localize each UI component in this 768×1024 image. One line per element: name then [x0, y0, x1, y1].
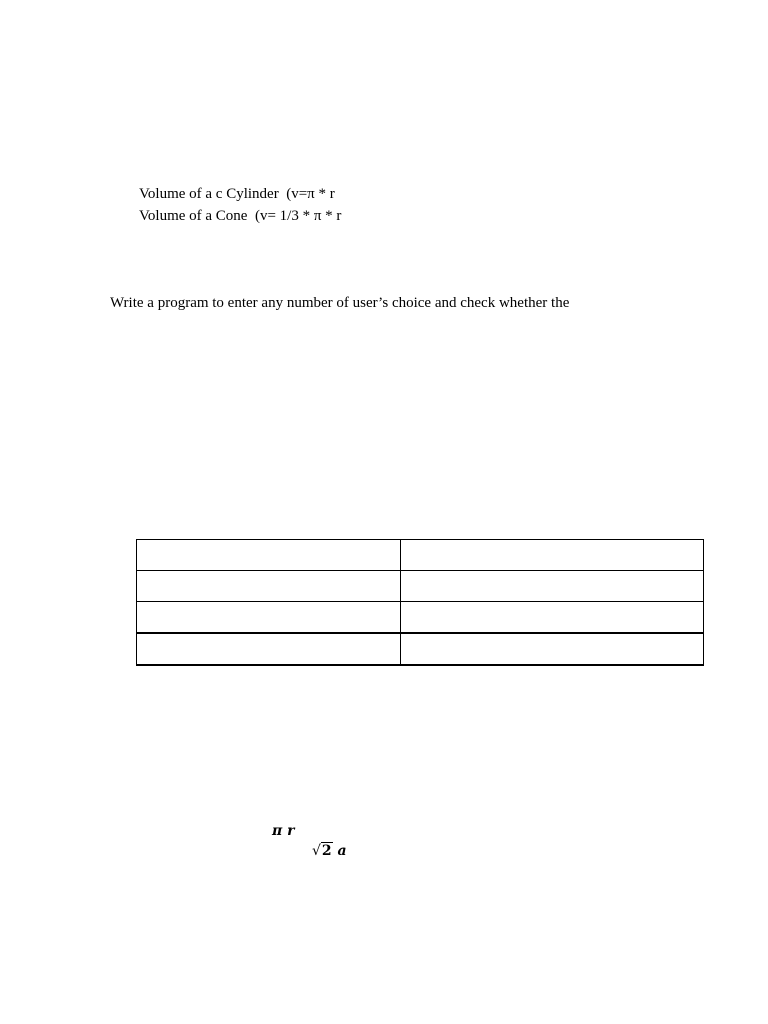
cone-volume-formula: Volume of a Cone (v= 1/3 * π * r	[139, 208, 342, 224]
empty-table	[136, 539, 704, 666]
program-instruction: Write a program to enter any number of user’s choice and check whether the	[110, 295, 570, 311]
table-cell	[401, 571, 704, 602]
table-row	[137, 602, 704, 634]
square-root-symbol: √	[312, 843, 321, 859]
sqrt-variable: a	[332, 843, 347, 859]
table-row	[137, 633, 704, 665]
sqrt-radicand: 2	[321, 843, 332, 859]
cylinder-volume-formula: Volume of a c Cylinder (v=π * r	[139, 186, 335, 202]
table-cell	[137, 633, 401, 665]
table-row	[137, 571, 704, 602]
table-cell	[401, 633, 704, 665]
table-cell	[401, 602, 704, 634]
table-cell	[137, 602, 401, 634]
table-cell	[137, 540, 401, 571]
math-pi-r: π r	[272, 823, 295, 839]
table-row	[137, 540, 704, 571]
math-sqrt-expression	[312, 843, 347, 859]
table-cell	[137, 571, 401, 602]
table-cell	[401, 540, 704, 571]
